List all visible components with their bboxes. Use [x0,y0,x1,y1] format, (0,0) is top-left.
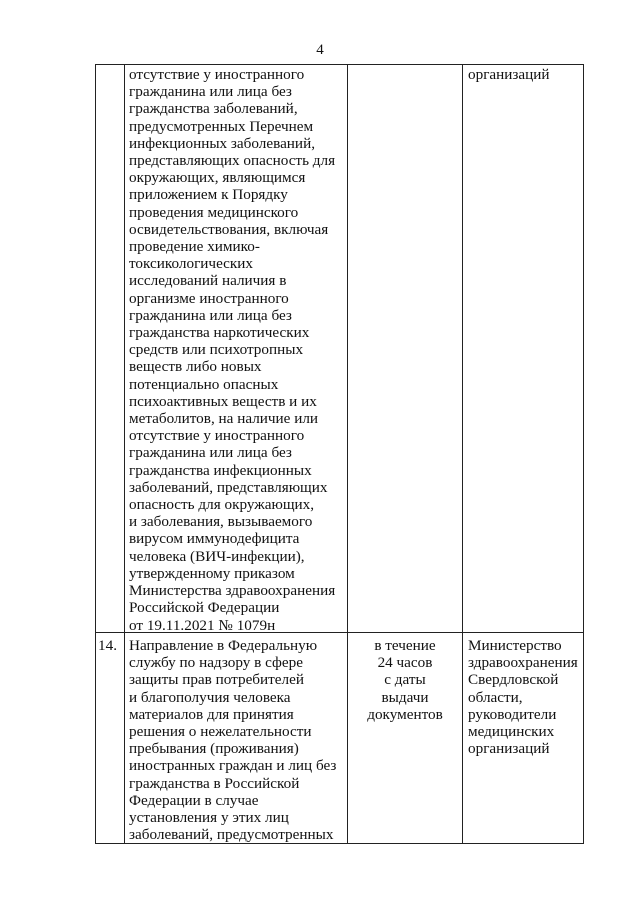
continued-description-line: предусмотренных Перечнем [129,117,314,135]
continued-description-line: Министерства здравоохранения [129,582,336,600]
continued-description-line: заболеваний, представляющих [129,478,328,496]
row-14-description-line: и благополучия человека [129,688,291,706]
continued-description-line: потенциально опасных [129,375,279,393]
continued-description-line: Российской Федерации [129,599,280,617]
column-divider-number [124,64,125,844]
continued-description-line: освидетельствования, включая [129,220,329,238]
continued-description-line: средств или психотропных [129,341,304,359]
continued-description-line: гражданства наркотических [129,324,310,342]
continued-description-line: приложением к Порядку [129,186,288,204]
continued-description-line: опасность для окружающих, [129,496,315,514]
continued-description-line: гражданства инфекционных [129,461,312,479]
continued-description-line: от 19.11.2021 № 1079н [129,616,276,634]
row-14-description-line: Федерации в случае [129,791,259,809]
continued-description-line: окружающих, являющимся [129,169,306,187]
row-14-responsible-line: здравоохранения [468,654,578,672]
continued-description-line: вирусом иммунодефицита [129,530,300,548]
table-border-left [95,64,96,844]
row-14-responsible-line: Министерство [468,637,562,654]
continued-description-line: проведение химико- [129,238,260,256]
continued-responsible-line: организаций [468,66,550,83]
row-14-responsible-line: организаций [468,740,550,758]
row-14-deadline-line: в течение [374,637,436,654]
row-14-description-line: решения о нежелательности [129,723,312,741]
column-divider-deadline [462,64,463,844]
continued-description-line: и заболевания, вызываемого [129,513,313,531]
table-border-top [95,64,584,65]
continued-description-line: веществ либо новых [129,358,262,376]
continued-description-line: психоактивных веществ и их [129,392,317,410]
row-14-deadline-line: выдачи [381,688,429,706]
continued-description-line: метаболитов, на наличие или [129,410,319,428]
row-14-responsible-line: Свердловской [468,671,559,689]
row-14-description [129,637,336,843]
continued-row-responsible [468,66,550,83]
continued-description-line: инфекционных заболеваний, [129,134,315,152]
measures-table [95,64,584,844]
row-14-description-line: пребывания (проживания) [129,740,299,758]
row-14-description-line: Направление в Федеральную [129,637,318,654]
page-number: 4 [316,42,324,58]
row-14-deadline-line: 24 часов [377,654,433,672]
row-14-description-line: установления у этих лиц [129,809,289,827]
continued-description-line: токсикологических [129,255,254,273]
row-14-description-line: защиты прав потребителей [129,671,304,689]
column-divider-description [347,64,348,844]
row-14-description-line: иностранных граждан и лиц без [129,757,337,775]
row-14-responsible-line: области, [468,688,523,706]
continued-description-line: гражданства заболеваний, [129,100,298,118]
continued-description-line: гражданина или лица без [129,83,292,101]
row-14-responsible-line: медицинских [468,723,555,741]
row-14-description-line: материалов для принятия [129,705,294,723]
row-14-description-line: заболеваний, предусмотренных [129,826,334,844]
table-border-right [583,64,584,844]
continued-description-line: отсутствие у иностранного [129,427,305,445]
row-14-responsible [468,637,578,757]
row-14-deadline [351,637,459,723]
row-14-deadline-line: с даты [384,671,426,689]
continued-description-line: исследований наличия в [129,272,287,290]
continued-row-description [129,66,335,634]
continued-description-line: проведения медицинского [129,203,299,221]
row-14-description-line: службу по надзору в сфере [129,654,303,672]
continued-description-line: утвержденному приказом [129,564,295,582]
continued-description-line: организме иностранного [129,289,289,307]
row-14-description-line: гражданства в Российской [129,774,300,792]
row-14-deadline-line: документов [367,705,443,723]
row-14-number: 14. [98,637,117,654]
continued-description-line: отсутствие у иностранного [129,66,305,83]
continued-description-line: представляющих опасность для [129,152,336,170]
continued-description-line: человека (ВИЧ-инфекции), [129,547,305,565]
continued-description-line: гражданина или лица без [129,444,292,462]
row-14-responsible-line: руководители [468,705,557,723]
continued-description-line: гражданина или лица без [129,306,292,324]
